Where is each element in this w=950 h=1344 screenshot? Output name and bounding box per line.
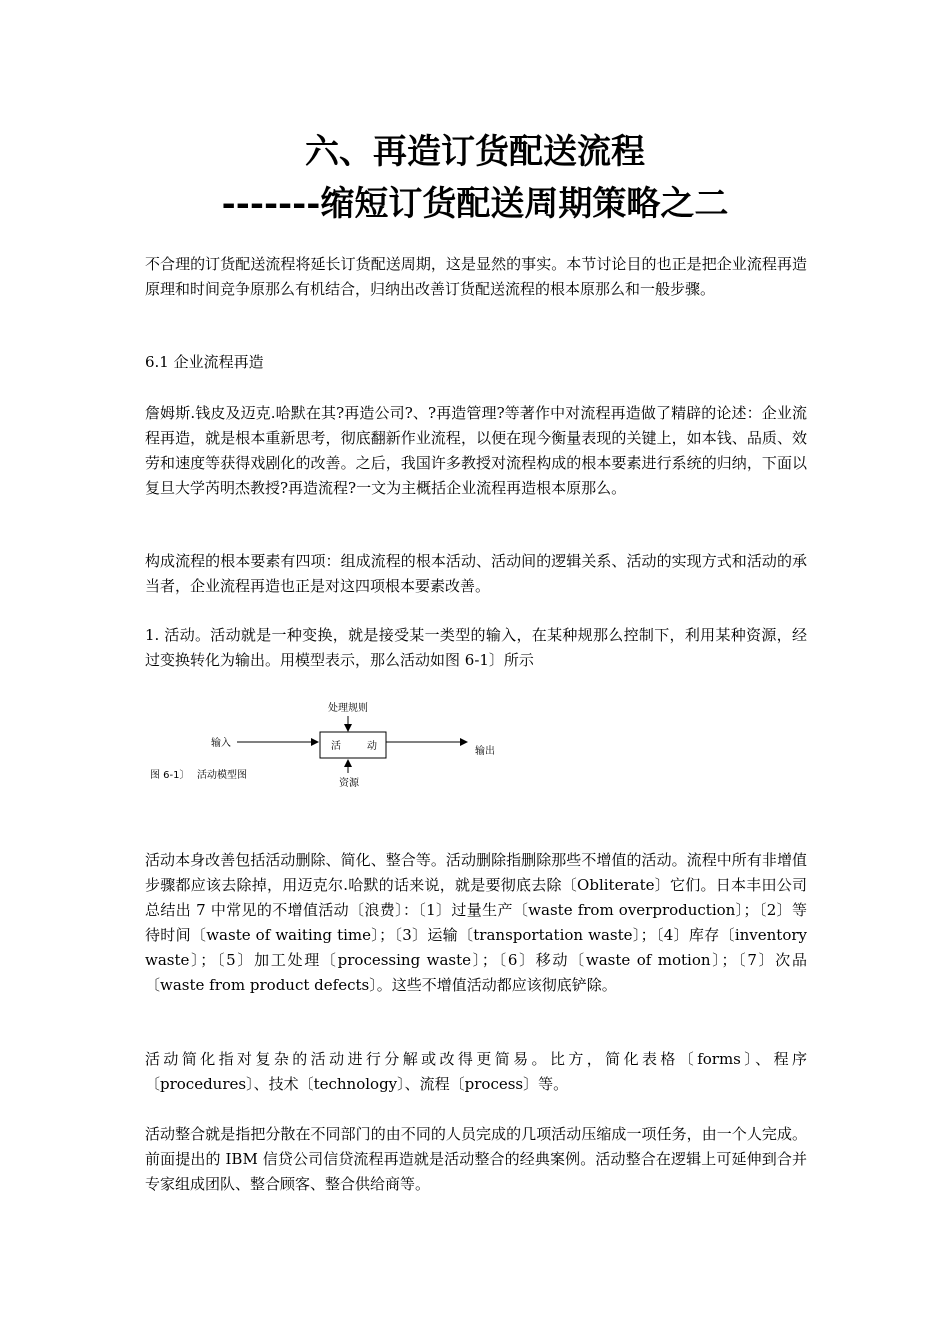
figure-caption-text: 活动模型图	[197, 770, 247, 781]
document-subtitle: -------缩短订货配送周期策略之二	[221, 184, 729, 224]
activity-box-label-right: 动	[367, 741, 377, 752]
document-title: 六、再造订货配送流程	[305, 132, 645, 172]
section-heading-6-1: 6.1 企业流程再造	[145, 353, 264, 371]
figure-output-label: 输出	[475, 746, 495, 757]
activity-improvement-paragraph: 活动本身改善包括活动删除、简化、整合等。活动删除指删除那些不增值的活动。流程中所有非增值步骤都应该去除掉，用迈克尔.哈默的话来说，就是要彻底去除〔Obliterate〕它们。日本丰田公司总结出 7 中常见的不增值活动〔浪费〕：〔1〕过量生产〔waste from overproduction〕；〔2〕等待时间〔waste of waiting time〕；〔3〕运输〔transportation waste〕；〔4〕库存〔inventory waste〕；〔5〕加工处理〔processing waste〕；〔6〕移动〔waste of motion〕；〔7〕次品〔waste from product defects〕。这些不增值活动都应该彻底铲除。	[145, 851, 807, 994]
activity-simplification-paragraph: 活动简化指对复杂的活动进行分解或改得更简易。比方，简化表格〔forms〕、程序〔procedures〕、技术〔technology〕、流程〔process〕等。	[145, 1050, 807, 1093]
activity-model-figure	[145, 694, 515, 794]
activity-paragraph: 1. 活动。活动就是一种变换，就是接受某一类型的输入，在某种规那么控制下，利用某种资源，经过变换转化为输出。用模型表示，那么活动如图 6-1〕所示	[145, 626, 807, 669]
figure-bottom-label: 资源	[339, 778, 359, 789]
figure-top-label: 处理规则	[328, 703, 368, 714]
activity-box-label-left: 活	[331, 741, 341, 752]
intro-paragraph: 不合理的订货配送流程将延长订货配送周期，这是显然的事实。本节讨论目的也正是把企业流程再造原理和时间竞争原那么有机结合，归纳出改善订货配送流程的根本原那么和一般步骤。	[145, 255, 807, 298]
reengineering-definition-paragraph: 詹姆斯.钱皮及迈克.哈默在其?再造公司?、?再造管理?等著作中对流程再造做了精辟的论述：企业流程再造，就是根本重新思考，彻底翻新作业流程，以便在现今衡量表现的关键上，如本钱、品质、效劳和速度等获得戏剧化的改善。之后，我国许多教授对流程构成的根本要素进行系统的归纳，下面以复旦大学芮明杰教授?再造流程?一文为主概括企业流程再造根本原那么。	[145, 404, 807, 497]
activity-integration-paragraph: 活动整合就是指把分散在不同部门的由不同的人员完成的几项活动压缩成一项任务，由一个人完成。前面提出的 IBM 信贷公司信贷流程再造就是活动整合的经典案例。活动整合在逻辑上可延伸到合并专家组成团队、整合顾客、整合供给商等。	[145, 1125, 807, 1193]
process-elements-paragraph: 构成流程的根本要素有四项：组成流程的根本活动、活动间的逻辑关系、活动的实现方式和活动的承当者，企业流程再造也正是对这四项根本要素改善。	[145, 552, 807, 595]
figure-caption-number: 图 6-1〕	[150, 770, 190, 781]
figure-input-label: 输入	[211, 738, 231, 749]
